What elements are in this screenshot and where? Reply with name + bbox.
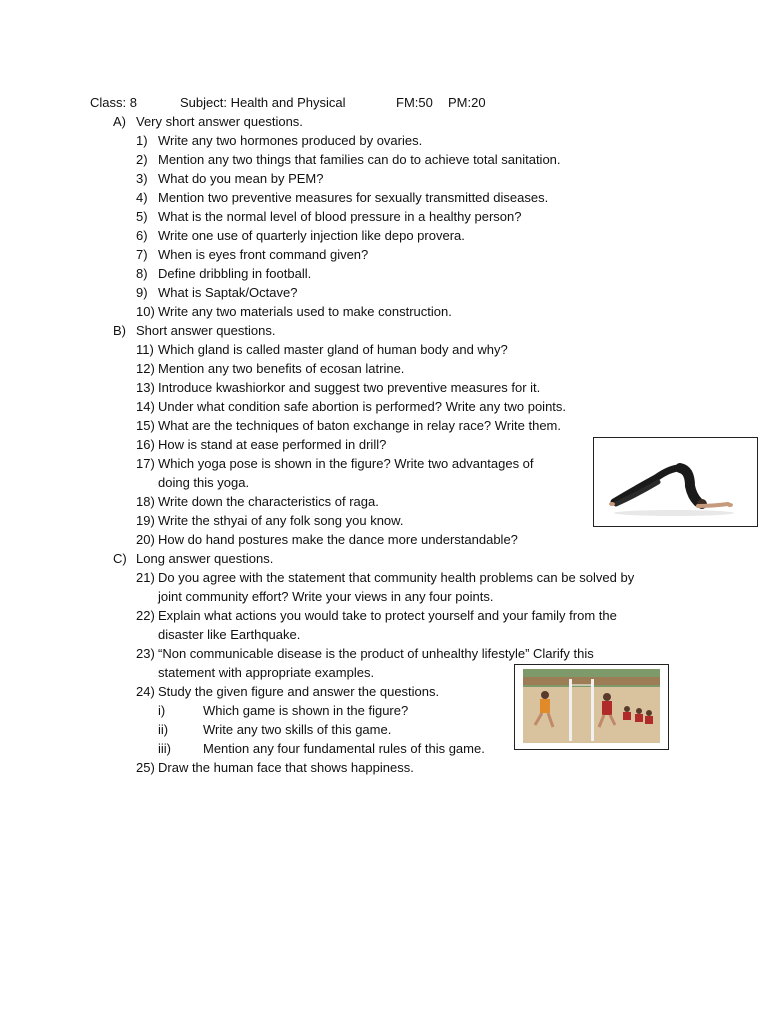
section-title: Long answer questions.	[136, 551, 274, 566]
question-number: 18)	[136, 494, 155, 509]
question-text: Write any two hormones produced by ovaries.	[158, 133, 423, 148]
subquestion-text: Which game is shown in the figure?	[203, 703, 409, 718]
question-text: Mention any two benefits of ecosan latrine.	[158, 361, 405, 376]
question-text: Write down the characteristics of raga.	[158, 494, 379, 509]
question-text: Draw the human face that shows happiness.	[158, 760, 414, 775]
question-text: Mention two preventive measures for sexually transmitted diseases.	[158, 190, 549, 205]
question-number: 19)	[136, 513, 155, 528]
question-text: Do you agree with the statement that community health problems can be solved by	[158, 570, 635, 585]
question-text: statement with appropriate examples.	[158, 665, 375, 680]
full-marks-label: FM:50	[396, 95, 433, 110]
subject-label: Subject: Health and Physical	[180, 95, 346, 110]
question-text: Write the sthyai of any folk song you know.	[158, 513, 404, 528]
question-text: Study the given figure and answer the questions.	[158, 684, 440, 699]
pass-marks-label: PM:20	[448, 95, 486, 110]
question-text: How is stand at ease performed in drill?	[158, 437, 387, 452]
question-text: Write one use of quarterly injection like depo provera.	[158, 228, 465, 243]
question-number: 12)	[136, 361, 155, 376]
question-number: 6)	[136, 228, 148, 243]
subquestion-number: ii)	[158, 722, 169, 737]
game-figure	[514, 664, 669, 750]
question-number: 15)	[136, 418, 155, 433]
question-number: 22)	[136, 608, 155, 623]
subquestion-number: iii)	[158, 741, 171, 756]
question-number: 13)	[136, 380, 155, 395]
question-number: 7)	[136, 247, 148, 262]
question-number: 24)	[136, 684, 155, 699]
question-text: Define dribbling in football.	[158, 266, 312, 281]
question-text: How do hand postures make the dance more understandable?	[158, 532, 518, 547]
question-number: 2)	[136, 152, 148, 167]
question-number: 1)	[136, 133, 148, 148]
question-text: Which gland is called master gland of human body and why?	[158, 342, 508, 357]
question-number: 25)	[136, 760, 155, 775]
question-text: Under what condition safe abortion is performed? Write any two points.	[158, 399, 567, 414]
question-number: 8)	[136, 266, 148, 281]
question-text: What is Saptak/Octave?	[158, 285, 298, 300]
question-text: What is the normal level of blood pressure in a healthy person?	[158, 209, 522, 224]
question-text: doing this yoga.	[158, 475, 250, 490]
question-number: 4)	[136, 190, 148, 205]
question-text: “Non communicable disease is the product of unhealthy lifestyle” Clarify this	[158, 646, 594, 661]
question-number: 20)	[136, 532, 155, 547]
question-text: When is eyes front command given?	[158, 247, 369, 262]
subquestion-number: i)	[158, 703, 166, 718]
question-text: Write any two materials used to make construction.	[158, 304, 452, 319]
section-title: Very short answer questions.	[136, 114, 303, 129]
question-number: 14)	[136, 399, 155, 414]
question-text: What do you mean by PEM?	[158, 171, 324, 186]
question-text: disaster like Earthquake.	[158, 627, 301, 642]
section-marker: C)	[113, 551, 127, 566]
yoga-figure	[593, 437, 758, 527]
question-number: 9)	[136, 285, 148, 300]
question-number: 17)	[136, 456, 155, 471]
question-number: 23)	[136, 646, 155, 661]
subquestion-text: Mention any four fundamental rules of this game.	[203, 741, 485, 756]
question-text: Explain what actions you would take to protect yourself and your family from the	[158, 608, 617, 623]
question-number: 21)	[136, 570, 155, 585]
yoga-plow-pose-icon	[594, 438, 757, 526]
question-text: joint community effort? Write your views in any four points.	[158, 589, 494, 604]
question-text: What are the techniques of baton exchange in relay race? Write them.	[158, 418, 561, 433]
question-text: Mention any two things that families can do to achieve total sanitation.	[158, 152, 561, 167]
section-marker: A)	[113, 114, 126, 129]
question-text: Introduce kwashiorkor and suggest two preventive measures for it.	[158, 380, 541, 395]
section-marker: B)	[113, 323, 126, 338]
question-text: Which yoga pose is shown in the figure? Write two advantages of	[158, 456, 534, 471]
question-number: 11)	[136, 342, 154, 357]
question-number: 3)	[136, 171, 148, 186]
question-number: 5)	[136, 209, 148, 224]
section-title: Short answer questions.	[136, 323, 276, 338]
question-number: 16)	[136, 437, 155, 452]
question-number: 10)	[136, 304, 155, 319]
kabaddi-game-icon	[515, 665, 668, 749]
subquestion-text: Write any two skills of this game.	[203, 722, 392, 737]
class-label: Class: 8	[90, 95, 137, 110]
